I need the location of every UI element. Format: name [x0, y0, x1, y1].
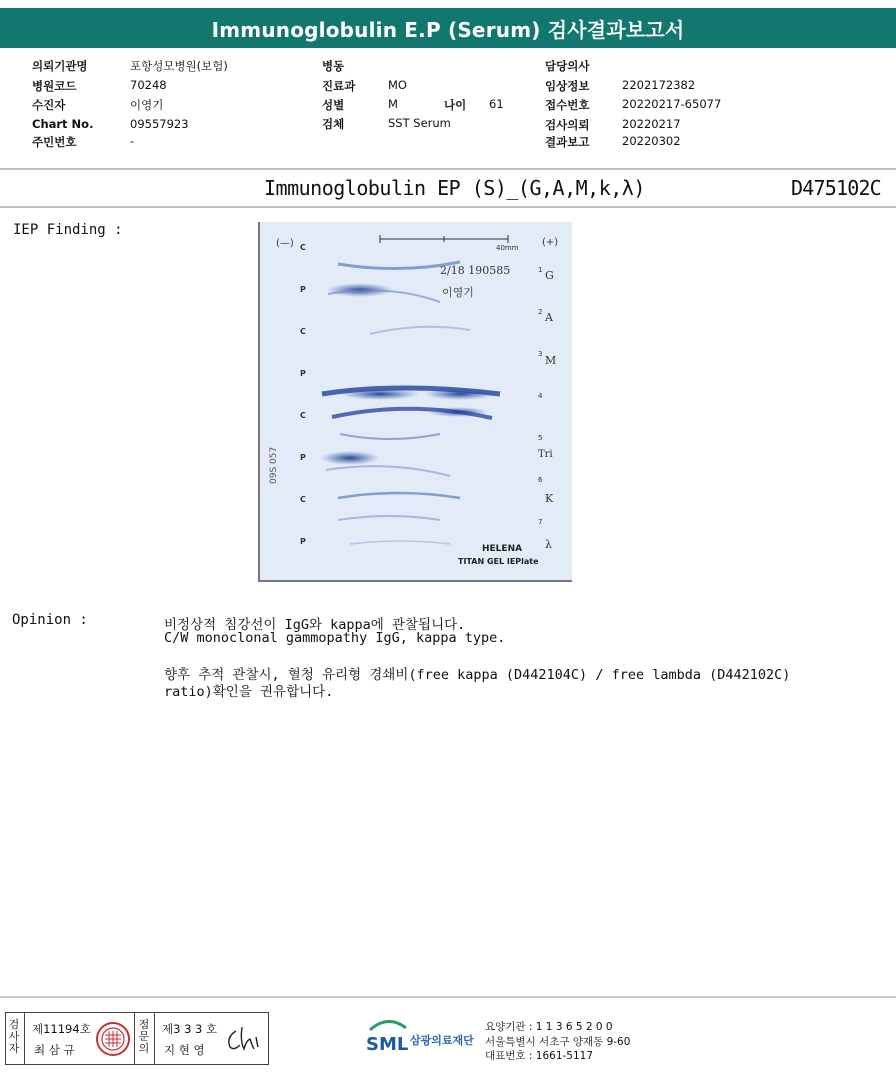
opinion-label: Opinion : [12, 612, 88, 628]
left-label: P [300, 369, 306, 378]
request-value: 20220217 [622, 117, 681, 131]
seal-stamp-icon [95, 1021, 131, 1057]
foundation-name: 삼광의료재단 [410, 1034, 474, 1047]
left-label: C [300, 243, 306, 252]
sample-id: 2/18 190585 [440, 264, 511, 277]
chart-value: 09557923 [130, 117, 189, 131]
opinion-line: ratio)확인을 권유합니다. [164, 684, 334, 700]
resident-label: 주민번호 [32, 135, 77, 149]
left-label: C [300, 411, 306, 420]
test-title: Immunoglobulin EP (S)_(G,A,M,k,λ) [264, 176, 645, 200]
clinical-value: 2202172382 [622, 78, 696, 92]
checker-name: 지 현 영 [164, 1043, 205, 1057]
test-code: D475102C [791, 176, 881, 200]
left-label: C [300, 327, 306, 336]
divider-top [0, 168, 896, 170]
plus-label: (+) [542, 237, 559, 248]
request-label: 검사의뢰 [545, 118, 590, 132]
hospital-code-label: 병원코드 [32, 79, 77, 93]
signature-icon [224, 1023, 264, 1055]
hospital-code-value: 70248 [130, 78, 167, 92]
gel-band [424, 388, 496, 400]
left-label: P [300, 285, 306, 294]
inspector-vertical: 검 사 자 [8, 1018, 20, 1055]
opinion-line: 향후 추적 관찰시, 혈청 유리형 경쇄비(free kappa (D442104C) / free lambda (D442102C) [164, 667, 791, 683]
address: 서울특별시 서초구 양재동 9-60 [485, 1036, 631, 1048]
gel-svg [260, 222, 572, 580]
gel-band [428, 407, 488, 417]
patient-info [0, 54, 896, 154]
lane-number: 7 [538, 518, 543, 526]
report-value: 20220302 [622, 134, 681, 148]
receipt-value: 20220217-65077 [622, 97, 722, 111]
gel-band [320, 451, 380, 465]
ward-label: 병동 [322, 59, 345, 73]
patient-label: 수진자 [32, 98, 66, 112]
patient-value: 이영기 [130, 98, 164, 112]
checker-vertical: 점 문 의 [138, 1018, 150, 1055]
sex-label: 성별 [322, 98, 345, 112]
gel-image [258, 222, 572, 582]
specimen-label: 검체 [322, 117, 345, 131]
lane-number: 6 [538, 476, 543, 484]
opinion-line: 비정상적 침강선이 IgG와 kappa에 관찰됩니다. [164, 617, 466, 633]
inspector-no: 제11194호 [32, 1022, 91, 1036]
gel-brand: HELENA [482, 544, 523, 554]
report-label: 결과보고 [545, 135, 590, 149]
receipt-label: 접수번호 [545, 98, 590, 112]
clinical-label: 임상정보 [545, 79, 590, 93]
sample-name: 이영기 [442, 286, 474, 299]
opinion-line: C/W monoclonal gammopathy IgG, kappa type. [164, 630, 506, 646]
institution-label: 의뢰기관명 [32, 59, 88, 73]
side-code: 09S 057 [269, 446, 279, 484]
divider-bottom [0, 206, 896, 208]
lane-name: G [545, 269, 554, 282]
chart-label: Chart No. [32, 117, 94, 131]
lane-number: 4 [538, 392, 543, 400]
specimen-value: SST Serum [388, 116, 451, 130]
age-value: 61 [489, 97, 504, 111]
sex-value: M [388, 97, 398, 111]
left-label: P [300, 537, 306, 546]
lane-name: λ [545, 538, 552, 551]
left-label: P [300, 453, 306, 462]
signature-box [5, 1012, 269, 1065]
sml-logo-icon [366, 1018, 410, 1054]
lane-number: 2 [538, 308, 543, 316]
lane-number: 3 [538, 350, 543, 358]
dept-value: MO [388, 78, 407, 92]
inspector-name: 최 삼 규 [34, 1043, 75, 1057]
footer-divider [0, 996, 896, 998]
lane-number: 1 [538, 266, 543, 274]
report-title: Immunoglobulin E.P (Serum) 검사결과보고서 [0, 8, 896, 48]
minus-label: (—) [276, 238, 294, 249]
checker-no: 제3 3 3 호 [162, 1022, 218, 1036]
lane-name: M [545, 354, 557, 367]
scale-label: 40mm [496, 244, 519, 252]
institution-value: 포항성모병원(보험) [130, 59, 228, 73]
lane-name: K [545, 492, 554, 505]
lane-name: Tri [538, 449, 553, 460]
age-label: 나이 [444, 98, 467, 112]
lane-number: 5 [538, 434, 543, 442]
dept-label: 진료과 [322, 79, 356, 93]
gel-plate: TITAN GEL IEPlate [458, 557, 539, 566]
iep-finding-label: IEP Finding : [13, 222, 123, 238]
phone-number: 대표번호 : 1661-5117 [485, 1050, 594, 1062]
logo-text: SML [366, 1034, 409, 1054]
doctor-label: 담당의사 [545, 59, 590, 73]
gel-band [340, 388, 420, 400]
left-label: C [300, 495, 306, 504]
resident-value: - [130, 134, 135, 148]
care-number: 요양기관 : 1 1 3 6 5 2 0 0 [485, 1021, 613, 1033]
lane-name: A [545, 311, 553, 324]
